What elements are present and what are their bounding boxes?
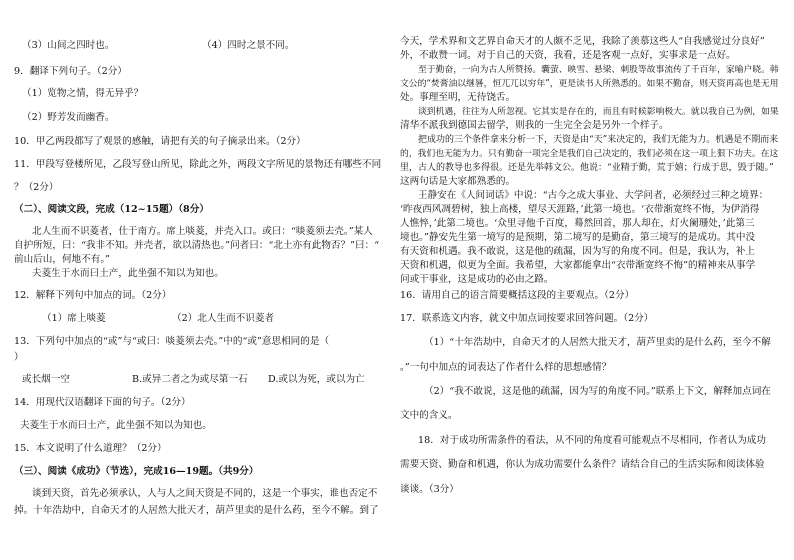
question-17-item-1: （1）“十年浩劫中，自命天才的人居然大批天才，葫芦里卖的是什么药，至今不解	[424, 337, 771, 348]
passage-3-line-9: 清华不派我到德国去留学，则我的一生完全会是另外一个样子。	[400, 120, 669, 131]
passage-2-line-3: 前山后山，何地不有。”	[14, 254, 111, 265]
question-14: 14．用现代汉语翻译下面的句子。（2分）	[14, 397, 191, 408]
question-18-cont-1: 需要天资、勤奋和机遇，你认为成功需要什么条件？请结合自己的生活实际和阅读体验	[400, 459, 765, 470]
passage-3-line-16: 人憔悴，’此第二境也。‘众里寻他千百度，蓦然回首，那人却在，灯火阑珊处，’此第三	[400, 218, 755, 229]
question-18-cont-2: 谈谈。（3分）	[400, 484, 459, 495]
passage-3-line-10: 把成功的三个条件拿来分析一下，天资是由“天”来决定的，我们无能为力。机遇是不期而来	[418, 135, 779, 145]
option-4-text: （4）四时之景不同。	[202, 40, 295, 51]
passage-3-line-8: 谈到机遇，往往为人所忽视。它其实是存在的，而且有时候影响极大。就以我自己为例，如果	[418, 107, 779, 117]
question-12-item-1: （1）席上啖菱	[42, 313, 106, 324]
passage-3-line-17: 境也。”静安先生第一境写的是预期，第二境写的是勤奋，第三境写的是成功。其中没	[400, 232, 756, 243]
passage-2-line-4: 夫菱生于水而曰土产，此坐强不知以为知也。	[32, 268, 224, 279]
question-12-item-2: （2）北人生而不识菱者	[172, 313, 275, 324]
question-11-cont: ？（2分）	[14, 182, 59, 193]
option-line-3	[22, 40, 295, 52]
passage-3-line-14: 王静安在《人间词话》中说：“古今之成大事业、大学问者，必须经过三种之境界：	[418, 190, 769, 201]
passage-3-line-15: ‘昨夜西风凋碧树，独上高楼，望尽天涯路，’此第一境也。‘衣带渐宽终不悔，为伊消得	[400, 204, 760, 215]
passage-3-line-12: 里，古人的教导也多得很。还是先举韩文公。他说：“业精于勤，荒于嬉；行成于思，毁于随。”	[400, 163, 774, 173]
question-10: 10．甲乙两段都写了观景的感触，请把有关的句子摘录出来。（2分）	[14, 136, 306, 147]
passage-3-line-13: 这两句话是大家都熟悉的。	[400, 176, 516, 187]
question-17-item-2-cont: 文中的含义。	[400, 410, 458, 421]
passage-3-line-20: 问或干事业，这是成功的必由之路。	[400, 274, 554, 285]
section-3-heading: （三）、阅读《成功》（节选），完成16—19题。（共9分）	[14, 466, 259, 477]
passage-3-line-6: 文公的“焚膏油以继晷，恒兀兀以穷年”，更是读书人所熟悉的。如果不勤奋，则天资再高也是无用	[400, 79, 779, 89]
question-13: 13．下列句中加点的“或”与“或曰：啖菱须去壳。”中的“或”意思相同的是（	[14, 336, 330, 347]
question-11: 11．甲段写登楼所见，乙段写登山所见，除此之外，两段文字所见的景物还有哪些不同	[14, 159, 382, 170]
passage-3-line-3: 今天，学术界和文艺界自命天才的人颇不乏见，我除了羡慕这些人“自我感觉过分良好”	[400, 36, 765, 47]
question-13-option-b: B.或异二者之为或尽第一石	[132, 374, 248, 385]
left-column	[14, 0, 394, 560]
passage-3-line-4: 外，不敢赞一词。对于自己的天资，我看，还是客观一点好，实事求是一点好。	[400, 50, 736, 61]
passage-2-line-1: 北人生而不识菱者，仕于南方。席上啖菱，并壳入口。或曰：“啖菱须去壳。”某人	[32, 226, 373, 237]
passage-3-line-19: 天资和机遇，似更为全面。我希望，大家都能拿出“衣带渐宽终不悔”的精神来从事学	[400, 260, 756, 271]
right-column	[400, 0, 780, 560]
question-9-item-2: （2）野芳发而幽香。	[22, 112, 115, 123]
question-17-item-2: （2）“我不敢说，这是他的疏漏，因为写的角度不同。”联系上下文，解释加点词在	[424, 386, 771, 397]
option-3-text: （3）山间之四时也。	[22, 40, 115, 51]
passage-2-line-2: 自护所短，曰：“我非不知。并壳者，欲以清热也。”问者曰：“北土亦有此物否？”曰：“	[14, 240, 380, 251]
question-13-option-a: 或长烟一空	[22, 374, 70, 385]
question-16: 16．请用自己的语言简要概括这段的主要观点。（2分）	[400, 290, 635, 301]
question-13-option-d: D.或以为死，或以为亡	[268, 374, 365, 385]
question-15: 15．本文说明了什么道理？（2分）	[14, 443, 167, 454]
passage-3-line-2: 掉。十年浩劫中，自命天才的人居然大批天才，葫芦里卖的是什么药，至今不解。到了	[14, 505, 379, 516]
question-17: 17．联系选文内容，就文中加点词按要求回答问题。（2分）	[400, 313, 654, 324]
question-9: 9．翻译下列句子。（2分）	[14, 66, 127, 77]
question-17-item-1-cont: 。”一句中加点的词表达了作者什么样的思想感情？	[400, 362, 612, 373]
question-12: 12．解释下列句中加点的词。（2分）	[14, 290, 172, 301]
question-9-item-1: （1）览物之情，得无异乎？	[22, 88, 144, 99]
passage-3-line-1: 谈到天资，首先必须承认，人与人之间天资是不同的，这是一个事实，谁也否定不	[32, 488, 378, 499]
passage-3-line-7: 处。事理至明，无待饶舌。	[400, 92, 516, 103]
passage-3-line-11: 的，我们也无能为力。只有勤奋一项完全是我们自己决定的，我们必须在这一项上狠下功夫。在这	[400, 149, 779, 159]
passage-3-line-5: 至于勤奋，一向为古人所赞扬。囊萤、映雪、悬梁、刺股等故事流传了千百年，家喻户晓。韩	[418, 65, 779, 75]
question-18: 18．对于成功所需条件的看法，从不同的角度看可能观点不尽相同，作者认为成功	[418, 435, 766, 446]
section-2-heading: （二）、阅读文段，完成（12~15题）（8分）	[14, 204, 209, 215]
question-13-cont: ）	[14, 352, 24, 363]
passage-3-line-18: 有天资和机遇。我不敢说，这是他的疏漏，因为写的角度不同。但是，我认为，补上	[400, 246, 755, 257]
question-13-options	[22, 374, 365, 386]
question-14-sentence: 夫菱生于水而曰土产，此坐强不知以为知也。	[20, 420, 212, 431]
question-12-items	[42, 313, 275, 325]
